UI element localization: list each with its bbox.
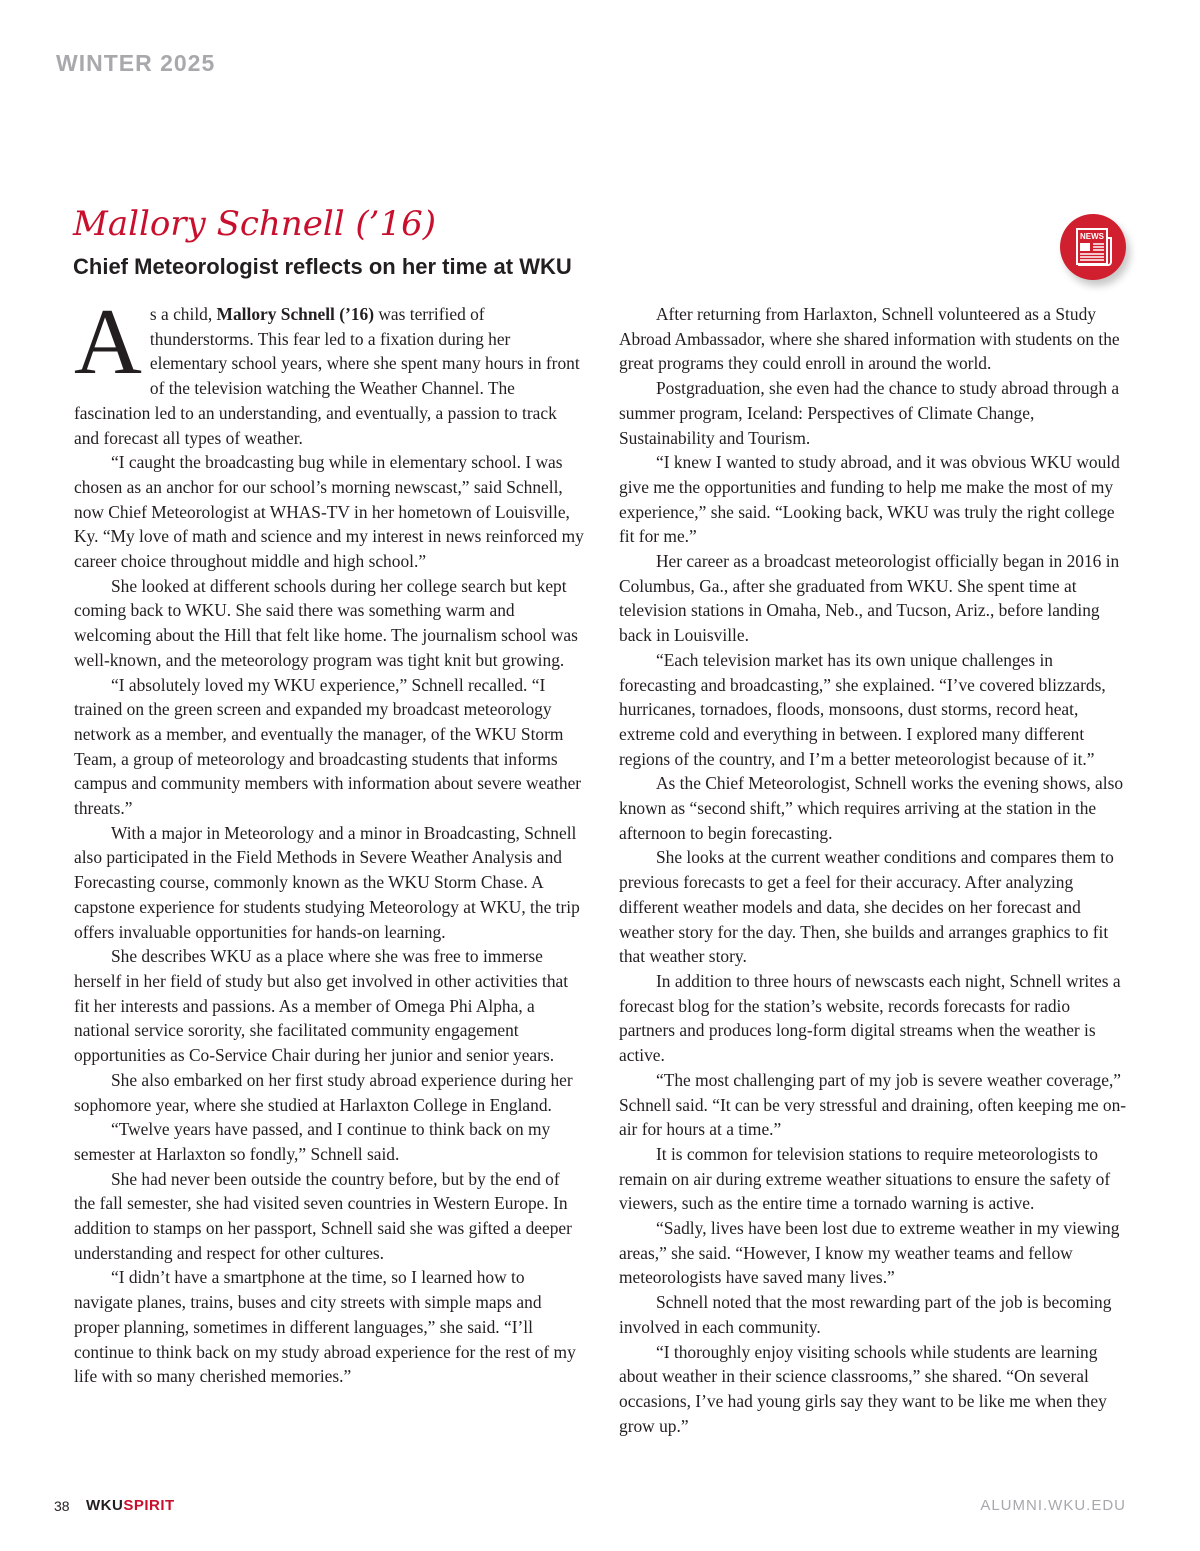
article-subtitle: Chief Meteorologist reflects on her time at WKU <box>73 254 572 279</box>
drop-cap: A <box>74 290 142 394</box>
lead-rest: was terrified of thunderstorms. This fear led to a fixation during her elementary school years, where she spent many hours in front of the television watching the Weather Channel. The fascination led to an understanding, and eventually, a passion to track and forecast all types of weather. <box>74 304 580 448</box>
paragraph: “I absolutely loved my WKU experience,” Schnell recalled. “I trained on the green screen and expanded my broadcast meteorology network as a member, and eventually the manager, of the WKU Storm Team, a group of meteorology and broadcasting students that informs campus and community members with information about severe weather threats.” <box>74 674 582 819</box>
article-title: Mallory Schnell (’16) <box>73 204 436 244</box>
paragraph: With a major in Meteorology and a minor in Broadcasting, Schnell also participated in the Field Methods in Severe Weather Analysis and Forecasting course, commonly known as the WKU Storm Chase. A capstone experience for students studying Meteorology at WKU, the trip offers invaluable opportunities for hands-on learning. <box>74 822 580 942</box>
logo-spirit: SPIRIT <box>123 1497 175 1514</box>
page-number: 38 <box>54 1498 70 1514</box>
paragraph: She describes WKU as a place where she was free to immerse herself in her field of study but also get involved in other activities that fit her interests and passions. As a member of Omega Phi Alpha, a national service sorority, she facilitated community engagement opportunities as Co-Service Chair during her junior and senior years. <box>74 946 569 1066</box>
footer-url: ALUMNI.WKU.EDU <box>980 1497 1126 1514</box>
paragraph: As the Chief Meteorologist, Schnell works the evening shows, also known as “second shift,” which requires arriving at the station in the afternoon to begin forecasting. <box>619 773 1124 843</box>
paragraph: “I thoroughly enjoy visiting schools while students are learning about weather in their science classrooms,” she shared. “On several occasions, I’ve had young girls say they want to be like me when they grow up.” <box>619 1341 1107 1436</box>
paragraph: After returning from Harlaxton, Schnell volunteered as a Study Abroad Ambassador, where she shared information with students on the great programs they could enroll in around the world. <box>619 304 1120 374</box>
paragraph: It is common for television stations to require meteorologists to remain on air during extreme weather situations to ensure the safety of viewers, such as the entire time a tornado warning is active. <box>619 1143 1111 1214</box>
paragraph: “I caught the broadcasting bug while in elementary school. I was chosen as an anchor for our school’s morning newscast,” said Schnell, now Chief Meteorologist at WHAS-TV in her hometown of Louisville, Ky. “My love of math and science and my interest in news reinforced my career choice throughout middle and high school.” <box>74 452 584 572</box>
article-column-right <box>619 302 1129 1438</box>
paragraph: Her career as a broadcast meteorologist officially began in 2016 in Columbus, Ga., after she graduated from WKU. She spent time at television stations in Omaha, Neb., and Tucson, Ariz., before landing back in Louisville. <box>619 551 1120 646</box>
magazine-logo <box>86 1497 175 1514</box>
lead-paragraph <box>74 290 584 450</box>
article-column-left <box>74 290 584 1389</box>
paragraph: “Twelve years have passed, and I continue to think back on my semester at Harlaxton so fondly,” Schnell said. <box>74 1119 551 1164</box>
paragraph: She also embarked on her first study abroad experience during her sophomore year, where she studied at Harlaxton College in England. <box>74 1069 573 1115</box>
news-badge <box>1060 214 1126 280</box>
news-badge-label: NEWS <box>1080 232 1104 241</box>
newspaper-icon <box>1060 214 1126 280</box>
paragraph: “Sadly, lives have been lost due to extreme weather in my viewing areas,” she said. “However, I know my weather teams and fellow meteorologists have saved many lives.” <box>619 1218 1120 1288</box>
issue-label: WINTER 2025 <box>56 50 216 76</box>
paragraph: She had never been outside the country before, but by the end of the fall semester, she had visited seven countries in Western Europe. In addition to stamps on her passport, Schnell said she was gifted a deeper understanding and respect for other cultures. <box>74 1168 572 1263</box>
paragraph: Schnell noted that the most rewarding part of the job is becoming involved in each community. <box>619 1292 1112 1337</box>
paragraph: “The most challenging part of my job is severe weather coverage,” Schnell said. “It can be very stressful and draining, often keeping me on-air for hours at a time.” <box>619 1069 1127 1140</box>
logo-wku: WKU <box>86 1497 124 1514</box>
paragraph: She looks at the current weather conditions and compares them to previous forecasts to get a feel for their accuracy. After analyzing different weather models and data, she decides on her forecast and weather story for the day. Then, she builds and arranges graphics to fit that weather story. <box>619 847 1114 967</box>
paragraph: “I knew I wanted to study abroad, and it was obvious WKU would give me the opportunities and funding to help me make the most of my experience,” she said. “Looking back, WKU was truly the right college fit for me.” <box>619 452 1120 547</box>
paragraph: In addition to three hours of newscasts each night, Schnell writes a forecast blog for the station’s website, records forecasts for radio partners and produces long-form digital streams when the weather is active. <box>619 970 1121 1066</box>
paragraph: Postgraduation, she even had the chance to study abroad through a summer program, Iceland: Perspectives of Climate Change, Sustainability and Tourism. <box>619 378 1120 448</box>
paragraph: She looked at different schools during her college search but kept coming back to WKU. She said there was something warm and welcoming about the Hill that felt like home. The journalism school was well-known, and the meteorology program was tight knit but growing. <box>74 575 578 670</box>
subject-name: Mallory Schnell (’16) <box>216 304 375 324</box>
paragraph: “Each television market has its own unique challenges in forecasting and broadcasting,” she explained. “I’ve covered blizzards, hurricanes, tornadoes, floods, monsoons, dust storms, record heat, extreme cold and everything in between. I explored many different regions of the country, and I’m a better meteorologist because of it.” <box>619 649 1106 769</box>
lead-intro: s a child, <box>149 304 217 324</box>
paragraph: “I didn’t have a smartphone at the time, so I learned how to navigate planes, trains, buses and city streets with simple maps and proper planning, sometimes in different languages,” she said. “I’ll continue to think back on my study abroad experience for the rest of my life with so many cherished memories.” <box>74 1267 576 1387</box>
